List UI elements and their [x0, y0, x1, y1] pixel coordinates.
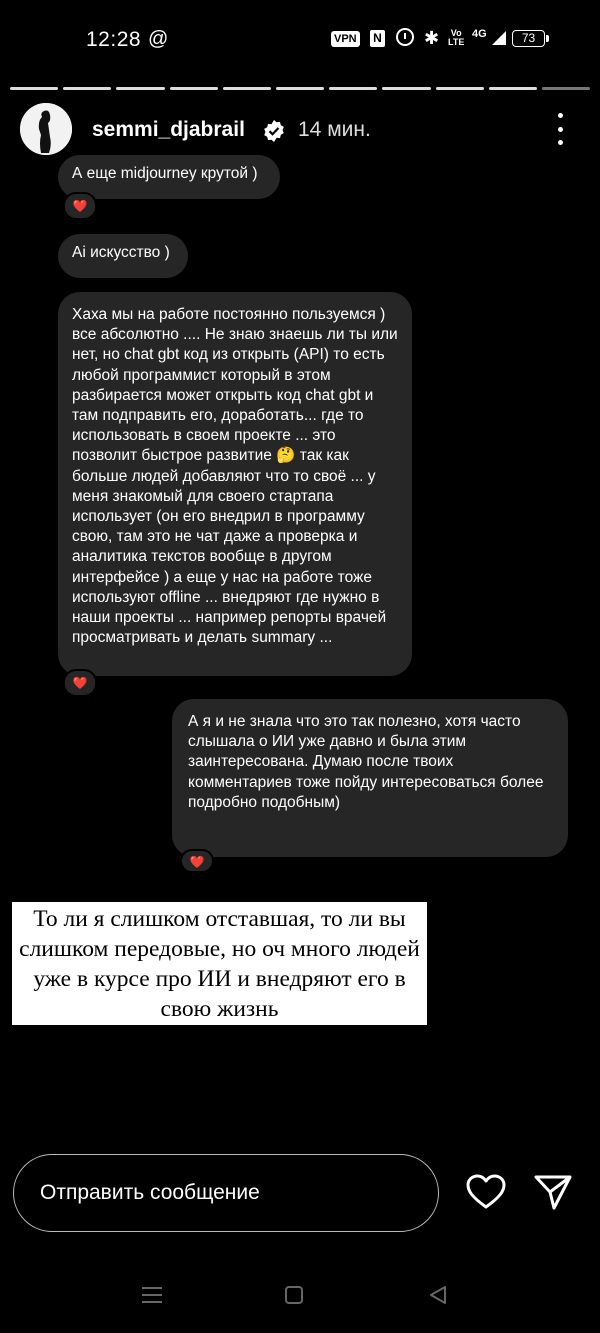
- signal-icon: [492, 31, 506, 45]
- username[interactable]: semmi_djabrail: [92, 118, 245, 141]
- more-icon[interactable]: [550, 113, 570, 145]
- progress-segment: [63, 87, 111, 90]
- avatar[interactable]: [20, 103, 72, 155]
- progress-segment: [489, 87, 537, 90]
- send-icon[interactable]: [534, 1174, 572, 1210]
- reply-input[interactable]: Отправить сообщение: [13, 1154, 439, 1232]
- story-progress: [10, 87, 590, 90]
- progress-segment: [542, 87, 590, 90]
- heart-reaction[interactable]: ❤️: [63, 669, 97, 697]
- volte-bottom: LTE: [448, 37, 465, 47]
- status-time: 12:28: [86, 28, 142, 51]
- home-icon[interactable]: [285, 1286, 303, 1304]
- progress-segment: [329, 87, 377, 90]
- network-type: 4G: [472, 28, 487, 40]
- volte-icon: [448, 29, 464, 47]
- at-icon: @: [148, 28, 169, 50]
- progress-segment: [10, 87, 58, 90]
- vpn-icon: VPN: [331, 31, 360, 47]
- nfc-icon: N: [370, 30, 385, 47]
- message-text: А я и не знала что это так полезно, хотя часто слышала о ИИ уже давно и была этим заинтересована. Думаю после твоих комментариев тоже пойду интересоваться более подробно подобным): [188, 713, 544, 811]
- message-bubble: [58, 234, 188, 278]
- heart-reaction[interactable]: ❤️: [63, 192, 97, 220]
- story-text-overlay: То ли я слишком отставшая, то ли вы слишком передовые, но оч много людей уже в курсе про ИИ и внедряют его в свою жизнь: [12, 902, 427, 1025]
- volte-top: Vo: [450, 28, 462, 38]
- message-text: Хаха мы на работе постоянно пользуемся ) все абсолютно .... Не знаю знаешь ли ты или нет, но chat gbt код из открыть (API) то есть любой программист который в этом разбирается может открыть код chat gbt и там подправить его, доработать... где то использовать в своем проекте ... это позволит быстрое развитие 🤔 так как больше людей добавляют что то своё ... у меня знакомый для своего стартапа использует (он его внедрил в программу свою, там это не чат даже а проверка и аналитика текстов вообще в другом интерфейсе ) а еще у нас на работе тоже используют offline ... внедряют где нужно в наши проекты ... например репорты врачей просматривать и делать summary ...: [72, 306, 398, 647]
- message-bubble: [172, 699, 568, 857]
- heart-icon[interactable]: [466, 1174, 506, 1210]
- progress-segment: [116, 87, 164, 90]
- message-bubble: [58, 292, 412, 676]
- verified-icon: [262, 119, 286, 143]
- message-bubble: [58, 155, 280, 199]
- battery-tip: [546, 35, 549, 42]
- menu-icon[interactable]: [141, 1286, 163, 1304]
- battery-icon: 73: [512, 30, 545, 47]
- progress-segment: [276, 87, 324, 90]
- progress-segment: [170, 87, 218, 90]
- bluetooth-icon: ✱: [424, 28, 440, 48]
- alarm-icon: [396, 28, 414, 46]
- message-text: А еще midjourney крутой ): [72, 165, 258, 182]
- post-time: 14 мин.: [298, 118, 371, 141]
- progress-segment: [382, 87, 430, 90]
- progress-segment: [223, 87, 271, 90]
- back-icon[interactable]: [428, 1285, 448, 1305]
- heart-reaction[interactable]: ❤️: [180, 849, 214, 873]
- message-text: Ai искусство ): [72, 244, 170, 261]
- progress-segment: [436, 87, 484, 90]
